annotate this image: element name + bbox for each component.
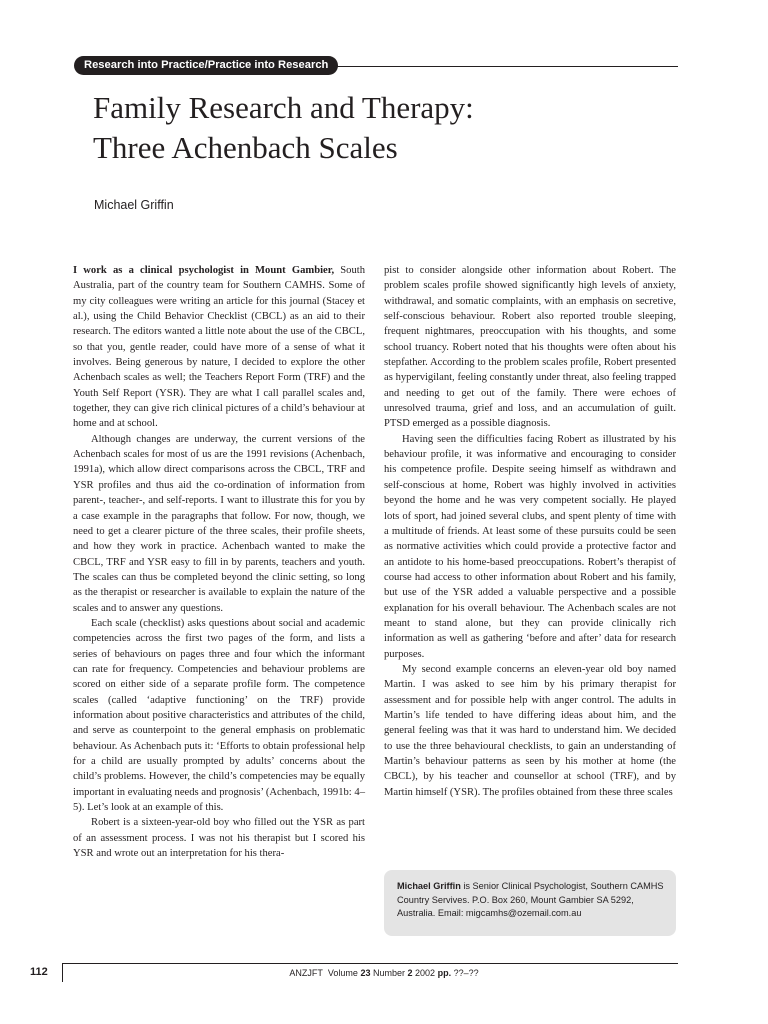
page-number: 112 [30, 966, 48, 978]
issue-number: 2 [407, 968, 413, 978]
pages: ??–?? [453, 968, 479, 978]
paragraph [73, 263, 365, 432]
volume-number: 23 [360, 968, 371, 978]
article-author: Michael Griffin [94, 198, 174, 212]
year: 2002 [415, 968, 436, 978]
author-bio-box [384, 870, 676, 936]
number-label: Number [372, 968, 405, 978]
paragraph: Having seen the difficulties facing Robert as illustrated by his behaviour profile, it was informative and encouraging to consider his competence profile. Despite seeing himself as withdrawn and self-conscious at home, Robert was highly involved in activities beyond the home and he was very competent socially. He played lots of sport, had joined several clubs, and spent plenty of time with a multitude of friends. At least some of these pursuits could be seen as normative activities which could provide a protective factor and an antidote to his home-based preoccupations. Robert’s therapist of course had access to other information about Robert and his family, but use of the YSR added a valuable perspective and a possible explanation for his overall behaviour. The Achenbach scales are not meant to stand alone, but they can provide clinically rich information as well as gathering ‘before and after’ data for research purposes. [384, 433, 676, 660]
article-title-line-2: Three Achenbach Scales [93, 130, 398, 165]
journal-name: ANZJFT [289, 968, 323, 978]
body-column-left [73, 263, 365, 861]
paragraph: Although changes are underway, the current versions of the Achenbach scales for most of us are the 1991 revisions (Achenbach, 1991a), which allow direct comparisons across the CBCL, TRF and YSR profiles and thus aid the co-ordination of information from parent-, teacher-, and self-reports. I want to illustrate this for you by a case example in the paragraphs that follow. For now, though, we need to get a clearer picture of the three scales, their profile sheets, and how they work in practice. Achenbach wanted to make the CBCL, TRF and YSR easy to fill in by parents, teachers and youth. The scales can thus be completed beyond the clinic setting, so long as the therapist or researcher is available to explain the nature of the scales and to answer any questions. [73, 433, 365, 614]
article-title [93, 88, 693, 168]
section-label: Research into Practice/Practice into Research [74, 56, 338, 75]
pages-label: pp. [437, 968, 452, 978]
lead-in: I work as a clinical psychologist in Mount Gambier, [73, 265, 335, 276]
article-title-line-1: Family Research and Therapy: [93, 90, 474, 125]
bio-name: Michael Griffin [397, 881, 461, 891]
section-rule [330, 66, 678, 67]
volume-label: Volume [327, 968, 358, 978]
paragraph-text: South Australia, part of the country team for Southern CAMHS. Some of my city colleagues were writing an article for this journal (Stacey et al.), using the Child Behavior Checklist (CBCL) as an aid to their research. The editors wanted a little note about the use of the CBCL, so that you, gentle reader, could have more of a sense of what it involves. Being generous by nature, I decided to explore the other Achenbach scales as well; the Teachers Report Form (TRF) and the Youth Self Report (YSR). They are what I call parallel scales and, together, they can give rich clinical pictures of a child’s behaviour at home and at school. [73, 265, 365, 430]
footer-rule [62, 963, 678, 964]
paragraph: pist to consider alongside other information about Robert. The problem scales profile showed significantly high levels of anxiety, withdrawal, and somatic complaints, with an emphasis on secretive, self-conscious behaviour. Robert also reported trouble sleeping, frequent nightmares, preoccupation with his thoughts, and some school truancy. Robert noted that his thoughts were often about his stepfather. According to the problem scales profile, Robert presented as hypervigilant, feeling constantly under threat, also feeling trapped and needing to get out of the family. There were echoes of unresolved trauma, grief and loss, and an accumulation of guilt. PTSD emerged as a possible diagnosis. [384, 265, 676, 430]
journal-citation [0, 968, 768, 978]
paragraph: Each scale (checklist) asks questions about social and academic competencies across the first two pages of the form, and lists a series of behaviours on pages three and four which the informant can rate for frequency. Competencies and behaviour problems are scored on either side of a separate profile form. The competence scales (called ‘adaptive functioning’ on the TRF) provide information about positive characteristics and attributes of the child, and serve as counterpoint to the general emphasis on problematic behaviour. As Achenbach puts it: ‘Efforts to obtain professional help for a child are usually prompted by adults’ concerns about the child’s problems. However, the child’s competencies may be equally important in evaluating needs and prognosis’ (Achenbach, 1991b: 4–5). Let’s look at an example of this. [73, 617, 365, 814]
paragraph: Robert is a sixteen-year-old boy who filled out the YSR as part of an assessment process. I was not his therapist but I scored his YSR and wrote out an interpretation for his thera- [73, 817, 365, 860]
bio-text: is Senior Clinical Psychologist, Southern CAMHS Country Servives. P.O. Box 260, Mount Gambier SA 5292, Australia. Email: migcamhs@ozemail.com.au [397, 881, 664, 918]
body-column-right [384, 263, 676, 800]
paragraph: My second example concerns an eleven-year old boy named Martin. I was asked to see him by his primary therapist for assessment and for possible help with anger control. The adults in Martin’s life tended to have differing ideas about him, and the general feeling was that it was hard to understand him. We decided to use the three behavioural checklists, to gain an understanding of Martin’s behaviour patterns as seen by his mother at home (the CBCL), by his teacher and counsellor at school (TRF), and by Martin himself (YSR). The profiles obtained from these three scales [384, 663, 676, 798]
